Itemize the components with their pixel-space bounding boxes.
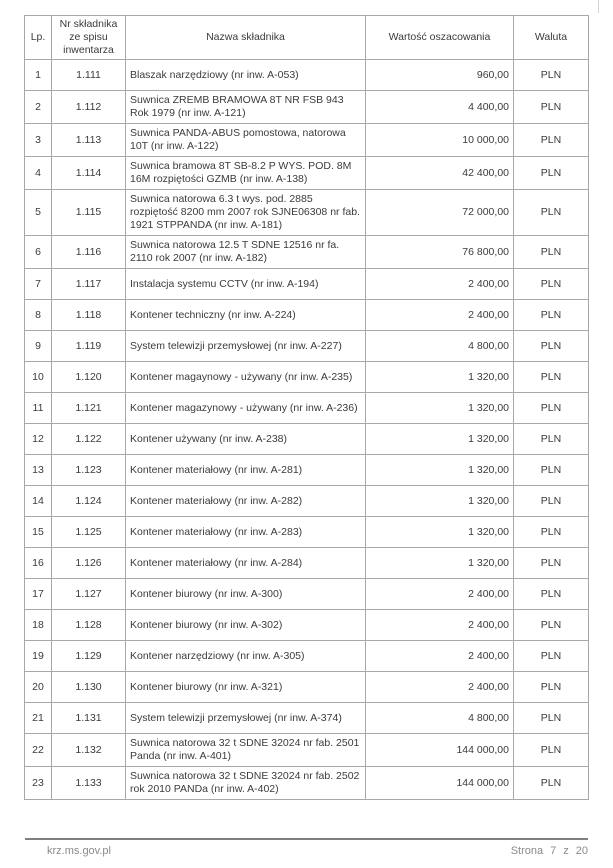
cell-waluta: PLN xyxy=(514,610,589,641)
inventory-table xyxy=(24,15,589,800)
cell-nr: 1.121 xyxy=(52,393,126,424)
cell-wartosc: 2 400,00 xyxy=(366,269,514,300)
column-header-wartosc-oszacowania: Wartość oszacowania xyxy=(366,16,514,60)
cell-nr: 1.118 xyxy=(52,300,126,331)
table-row xyxy=(25,672,589,703)
table-row xyxy=(25,157,589,190)
cell-nr: 1.119 xyxy=(52,331,126,362)
cell-wartosc: 1 320,00 xyxy=(366,424,514,455)
table-row xyxy=(25,300,589,331)
cell-nazwa: Suwnica PANDA-ABUS pomostowa, natorowa 10T (nr inw. A-122) xyxy=(126,124,366,157)
cell-waluta: PLN xyxy=(514,517,589,548)
table-row xyxy=(25,610,589,641)
page-total-number: 20 xyxy=(575,845,588,857)
cell-wartosc: 4 400,00 xyxy=(366,91,514,124)
cell-waluta: PLN xyxy=(514,455,589,486)
cell-waluta: PLN xyxy=(514,393,589,424)
table-row xyxy=(25,269,589,300)
cell-wartosc: 2 400,00 xyxy=(366,610,514,641)
cell-nr: 1.116 xyxy=(52,236,126,269)
cell-nazwa: Kontener techniczny (nr inw. A-224) xyxy=(126,300,366,331)
table-row xyxy=(25,393,589,424)
cell-nr: 1.113 xyxy=(52,124,126,157)
cell-nr: 1.130 xyxy=(52,672,126,703)
cell-wartosc: 4 800,00 xyxy=(366,331,514,362)
cell-nr: 1.120 xyxy=(52,362,126,393)
page-footer xyxy=(47,845,588,857)
cell-waluta: PLN xyxy=(514,157,589,190)
cell-lp: 10 xyxy=(25,362,52,393)
cell-nazwa: Kontener materiałowy (nr inw. A-284) xyxy=(126,548,366,579)
table-row xyxy=(25,517,589,548)
cell-wartosc: 144 000,00 xyxy=(366,767,514,800)
cell-lp: 13 xyxy=(25,455,52,486)
cell-nazwa: Kontener magazynowy - używany (nr inw. A-236) xyxy=(126,393,366,424)
cell-nazwa: Suwnica natorowa 12.5 T SDNE 12516 nr fa. 2110 rok 2007 (nr inw. A-182) xyxy=(126,236,366,269)
cell-nazwa: Suwnica natorowa 6.3 t wys. pod. 2885 rozpiętość 8200 mm 2007 rok SJNE06308 nr fab. 1921 STPPANDA (nr inw. A-181) xyxy=(126,190,366,236)
cell-wartosc: 1 320,00 xyxy=(366,486,514,517)
table-row xyxy=(25,641,589,672)
cell-wartosc: 2 400,00 xyxy=(366,641,514,672)
cell-lp: 12 xyxy=(25,424,52,455)
column-header-nazwa-skladnika: Nazwa składnika xyxy=(126,16,366,60)
table-row xyxy=(25,767,589,800)
table-row xyxy=(25,91,589,124)
cell-lp: 15 xyxy=(25,517,52,548)
cell-nazwa: Kontener materiałowy (nr inw. A-283) xyxy=(126,517,366,548)
cell-nr: 1.131 xyxy=(52,703,126,734)
cell-lp: 9 xyxy=(25,331,52,362)
cell-lp: 16 xyxy=(25,548,52,579)
cell-waluta: PLN xyxy=(514,486,589,517)
cell-nazwa: Kontener materiałowy (nr inw. A-282) xyxy=(126,486,366,517)
cell-nr: 1.122 xyxy=(52,424,126,455)
cell-nr: 1.132 xyxy=(52,734,126,767)
cell-waluta: PLN xyxy=(514,548,589,579)
table-row xyxy=(25,60,589,91)
table-row xyxy=(25,362,589,393)
column-header-waluta: Waluta xyxy=(514,16,589,60)
cell-nazwa: Kontener biurowy (nr inw. A-321) xyxy=(126,672,366,703)
cell-wartosc: 42 400,00 xyxy=(366,157,514,190)
table-row xyxy=(25,236,589,269)
cell-lp: 14 xyxy=(25,486,52,517)
cell-nr: 1.115 xyxy=(52,190,126,236)
cell-nazwa: Kontener używany (nr inw. A-238) xyxy=(126,424,366,455)
cell-nr: 1.125 xyxy=(52,517,126,548)
cell-nr: 1.117 xyxy=(52,269,126,300)
cell-nr: 1.133 xyxy=(52,767,126,800)
cell-lp: 20 xyxy=(25,672,52,703)
page-word: Strona xyxy=(510,845,544,857)
cell-lp: 21 xyxy=(25,703,52,734)
cell-waluta: PLN xyxy=(514,300,589,331)
cell-waluta: PLN xyxy=(514,424,589,455)
cell-waluta: PLN xyxy=(514,579,589,610)
cell-waluta: PLN xyxy=(514,362,589,393)
cell-nr: 1.112 xyxy=(52,91,126,124)
page-separator: z xyxy=(563,845,569,857)
footer-divider-line xyxy=(25,838,588,840)
table-row xyxy=(25,703,589,734)
cell-nazwa: Kontener biurowy (nr inw. A-300) xyxy=(126,579,366,610)
cell-waluta: PLN xyxy=(514,331,589,362)
cell-nr: 1.124 xyxy=(52,486,126,517)
cell-nr: 1.129 xyxy=(52,641,126,672)
cell-wartosc: 144 000,00 xyxy=(366,734,514,767)
cell-waluta: PLN xyxy=(514,124,589,157)
cell-wartosc: 10 000,00 xyxy=(366,124,514,157)
cell-waluta: PLN xyxy=(514,734,589,767)
cell-waluta: PLN xyxy=(514,672,589,703)
cell-lp: 8 xyxy=(25,300,52,331)
table-row xyxy=(25,190,589,236)
header-row xyxy=(25,16,589,60)
cell-waluta: PLN xyxy=(514,767,589,800)
cell-wartosc: 1 320,00 xyxy=(366,393,514,424)
page-indicator xyxy=(511,845,588,857)
cell-nazwa: Instalacja systemu CCTV (nr inw. A-194) xyxy=(126,269,366,300)
column-header-nr-skladnika: Nr składnika ze spisu inwentarza xyxy=(52,16,126,60)
cell-lp: 18 xyxy=(25,610,52,641)
cell-nr: 1.123 xyxy=(52,455,126,486)
cell-wartosc: 76 800,00 xyxy=(366,236,514,269)
cell-lp: 11 xyxy=(25,393,52,424)
cell-nr: 1.111 xyxy=(52,60,126,91)
cell-nr: 1.126 xyxy=(52,548,126,579)
table-row xyxy=(25,424,589,455)
cell-nr: 1.128 xyxy=(52,610,126,641)
table-row xyxy=(25,486,589,517)
page-edge-artifact xyxy=(598,0,599,13)
cell-wartosc: 2 400,00 xyxy=(366,300,514,331)
cell-lp: 22 xyxy=(25,734,52,767)
footer-site-label: krz.ms.gov.pl xyxy=(47,845,111,857)
cell-nr: 1.114 xyxy=(52,157,126,190)
table-row xyxy=(25,579,589,610)
cell-wartosc: 2 400,00 xyxy=(366,579,514,610)
page-current-number: 7 xyxy=(550,845,557,857)
cell-nazwa: System telewizji przemysłowej (nr inw. A-227) xyxy=(126,331,366,362)
cell-lp: 5 xyxy=(25,190,52,236)
cell-lp: 7 xyxy=(25,269,52,300)
cell-nazwa: Suwnica natorowa 32 t SDNE 32024 nr fab. 2501 Panda (nr inw. A-401) xyxy=(126,734,366,767)
cell-lp: 2 xyxy=(25,91,52,124)
cell-nazwa: Kontener biurowy (nr inw. A-302) xyxy=(126,610,366,641)
cell-lp: 19 xyxy=(25,641,52,672)
cell-nazwa: Kontener materiałowy (nr inw. A-281) xyxy=(126,455,366,486)
cell-wartosc: 1 320,00 xyxy=(366,455,514,486)
cell-wartosc: 2 400,00 xyxy=(366,672,514,703)
cell-nazwa: Suwnica ZREMB BRAMOWA 8T NR FSB 943 Rok 1979 (nr inw. A-121) xyxy=(126,91,366,124)
cell-nazwa: System telewizji przemysłowej (nr inw. A-374) xyxy=(126,703,366,734)
cell-wartosc: 960,00 xyxy=(366,60,514,91)
cell-wartosc: 4 800,00 xyxy=(366,703,514,734)
cell-wartosc: 1 320,00 xyxy=(366,548,514,579)
cell-lp: 6 xyxy=(25,236,52,269)
cell-wartosc: 72 000,00 xyxy=(366,190,514,236)
column-header-lp: Lp. xyxy=(25,16,52,60)
cell-nazwa: Kontener narzędziowy (nr inw. A-305) xyxy=(126,641,366,672)
cell-nazwa: Suwnica natorowa 32 t SDNE 32024 nr fab. 2502 rok 2010 PANDa (nr inw. A-402) xyxy=(126,767,366,800)
cell-nazwa: Kontener magaynowy - używany (nr inw. A-235) xyxy=(126,362,366,393)
cell-lp: 23 xyxy=(25,767,52,800)
cell-nazwa: Blaszak narzędziowy (nr inw. A-053) xyxy=(126,60,366,91)
cell-lp: 4 xyxy=(25,157,52,190)
inventory-table-header xyxy=(25,16,589,60)
cell-waluta: PLN xyxy=(514,703,589,734)
cell-wartosc: 1 320,00 xyxy=(366,517,514,548)
table-row xyxy=(25,455,589,486)
table-row xyxy=(25,734,589,767)
cell-lp: 3 xyxy=(25,124,52,157)
cell-lp: 1 xyxy=(25,60,52,91)
table-row xyxy=(25,331,589,362)
table-row xyxy=(25,548,589,579)
cell-waluta: PLN xyxy=(514,269,589,300)
cell-waluta: PLN xyxy=(514,641,589,672)
cell-nazwa: Suwnica bramowa 8T SB-8.2 P WYS. POD. 8M 16M rozpiętości GZMB (nr inw. A-138) xyxy=(126,157,366,190)
cell-waluta: PLN xyxy=(514,60,589,91)
cell-lp: 17 xyxy=(25,579,52,610)
inventory-table-body xyxy=(25,60,589,800)
cell-waluta: PLN xyxy=(514,190,589,236)
cell-wartosc: 1 320,00 xyxy=(366,362,514,393)
cell-nr: 1.127 xyxy=(52,579,126,610)
cell-waluta: PLN xyxy=(514,236,589,269)
table-row xyxy=(25,124,589,157)
cell-waluta: PLN xyxy=(514,91,589,124)
